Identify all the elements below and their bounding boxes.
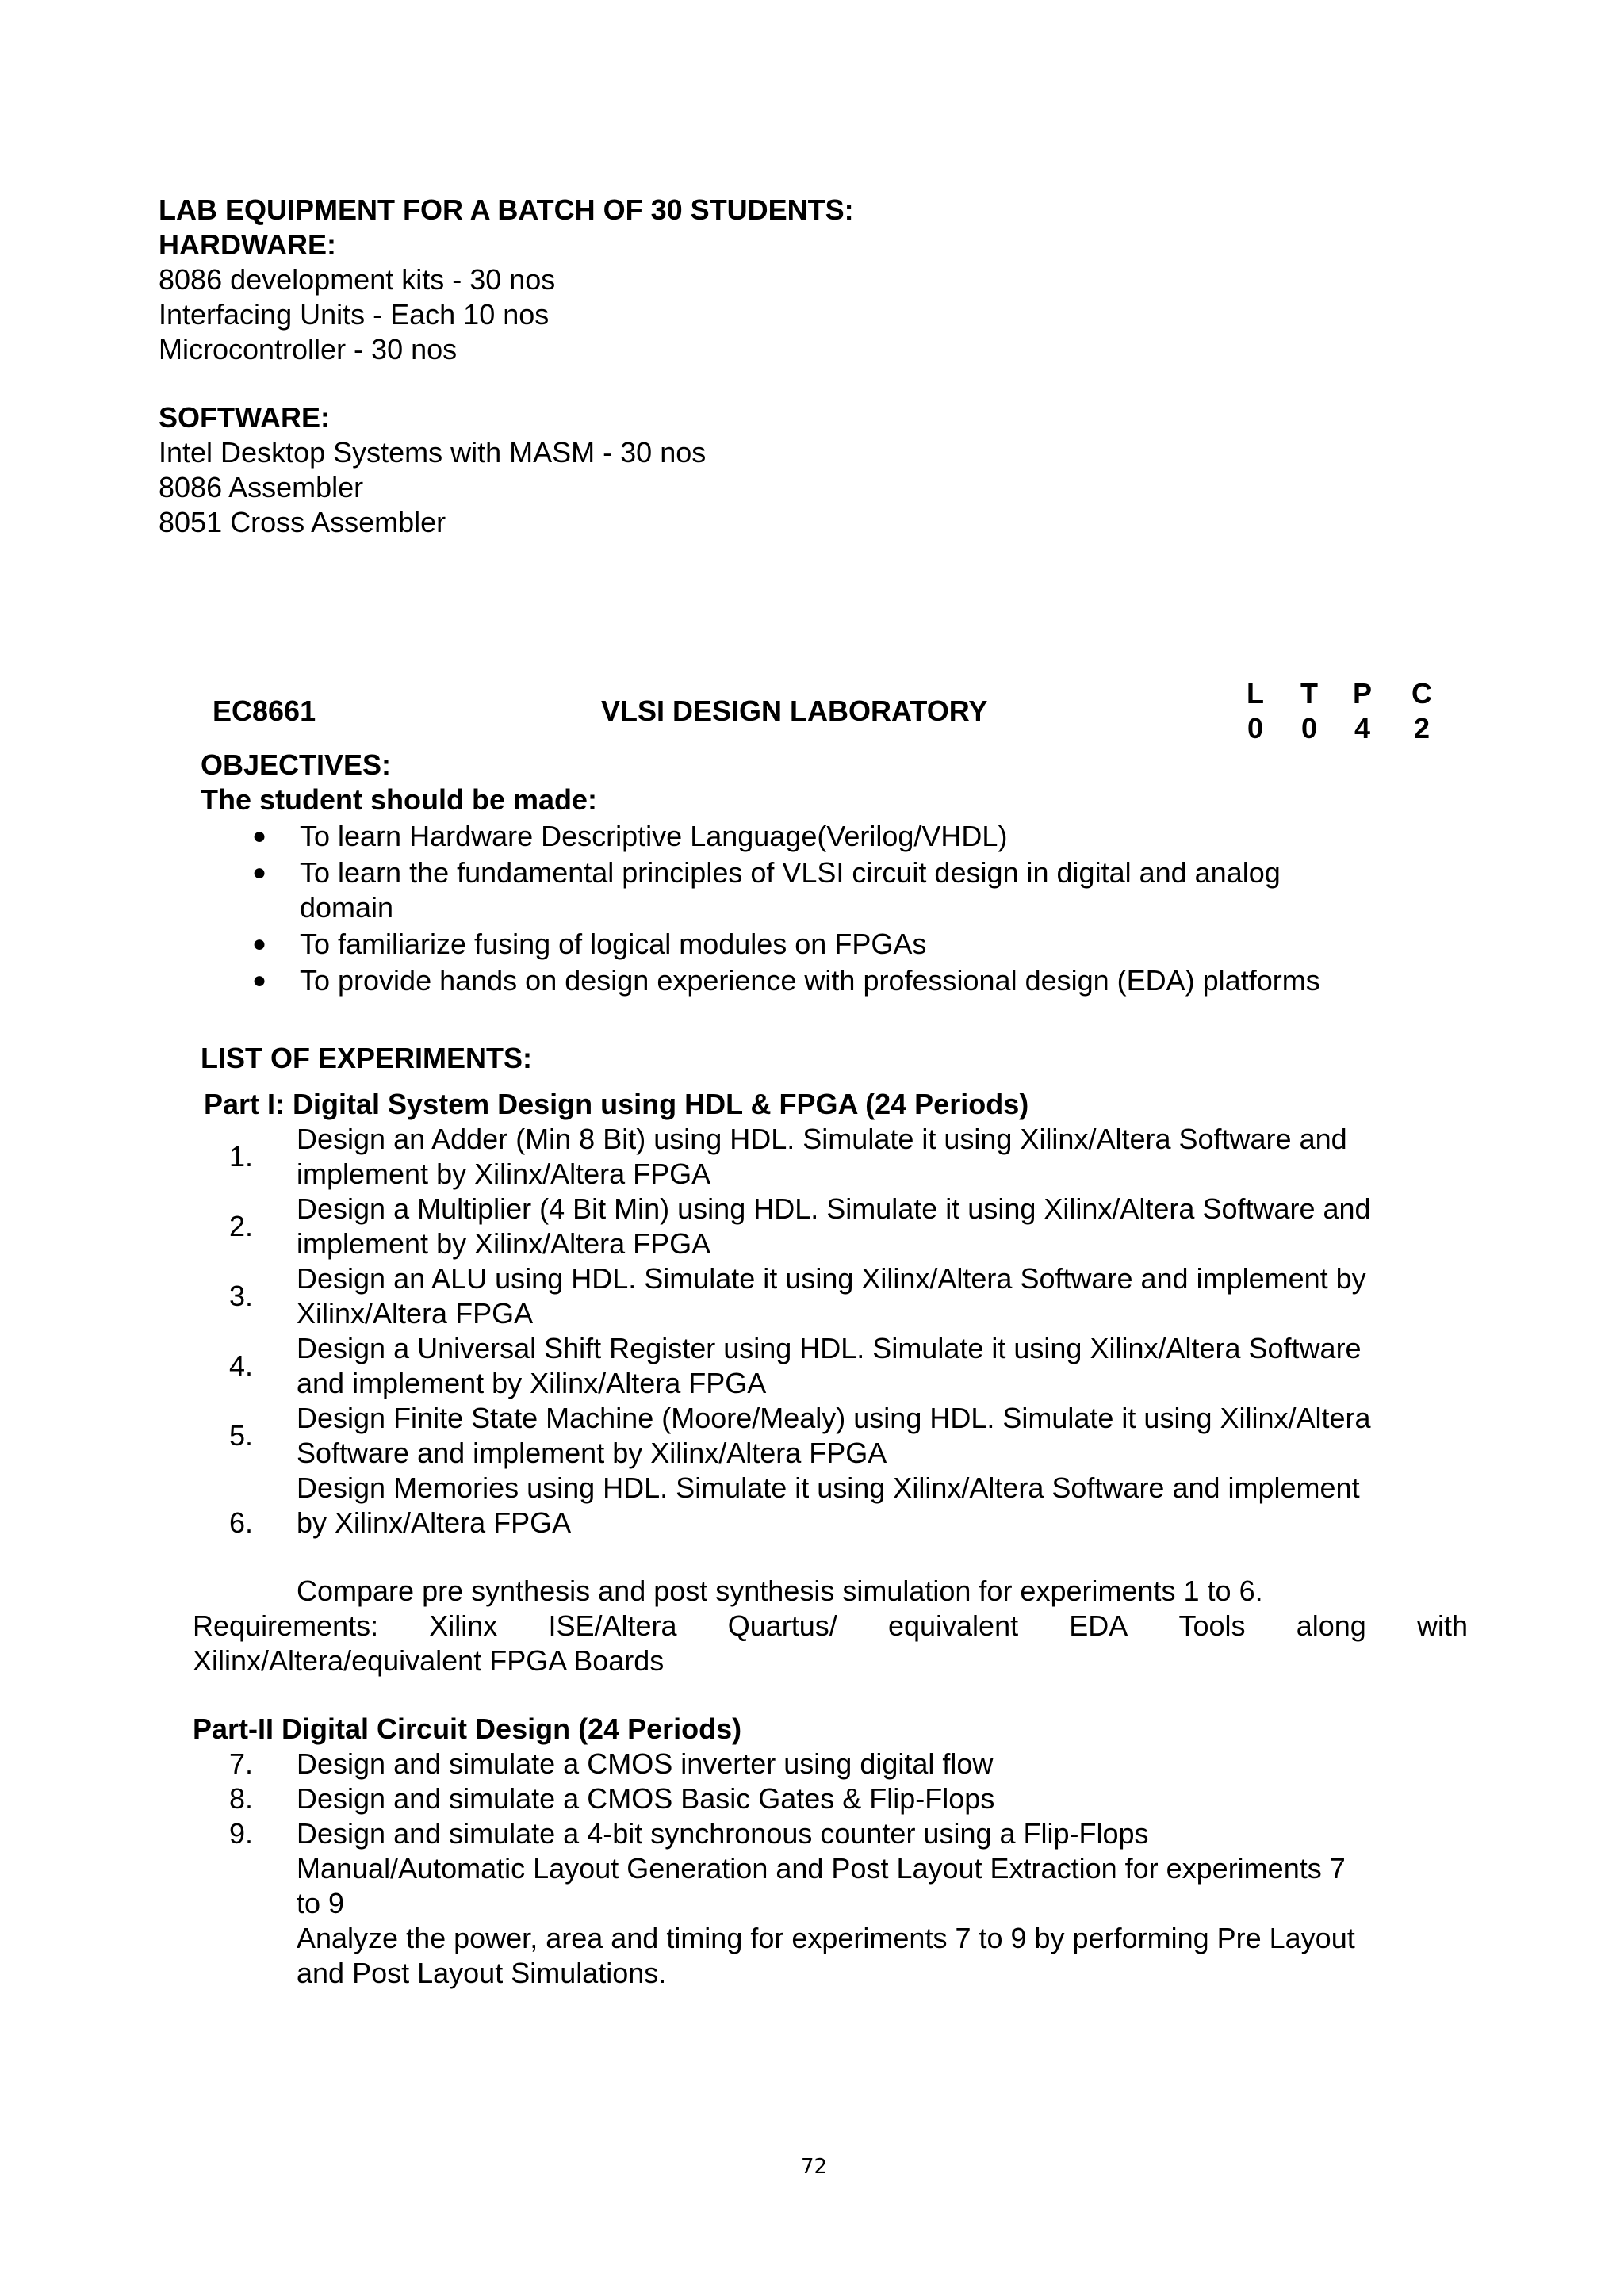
requirements-word: Quartus/ — [727, 1609, 837, 1642]
requirements-word: equivalent — [887, 1609, 1019, 1642]
objectives-subheading: The student should be made: — [201, 783, 598, 816]
objective-item-continuation: domain — [300, 891, 394, 924]
course-title: VLSI DESIGN LABORATORY — [601, 695, 988, 727]
software-heading: SOFTWARE: — [159, 401, 330, 434]
ltpc-header-p: P — [1352, 677, 1372, 710]
experiment-number: 4. — [228, 1349, 254, 1382]
part2-note: to 9 — [297, 1887, 345, 1919]
experiment-text: Design Finite State Machine (Moore/Mealy) using HDL. Simulate it using Xilinx/Altera — [297, 1402, 1371, 1434]
ltpc-header-t: T — [1300, 677, 1318, 710]
experiments-heading: LIST OF EXPERIMENTS: — [201, 1042, 533, 1074]
compare-note: Compare pre synthesis and post synthesis simulation for experiments 1 to 6. — [297, 1575, 1263, 1607]
objective-item: To learn Hardware Descriptive Language(Verilog/VHDL) — [300, 820, 1008, 852]
ltpc-header-c: C — [1411, 677, 1432, 710]
objectives-heading: OBJECTIVES: — [201, 748, 392, 781]
part2-note: Manual/Automatic Layout Generation and Post Layout Extraction for experiments 7 — [297, 1852, 1346, 1885]
experiment-text: Design and simulate a CMOS Basic Gates & Flip-Flops — [297, 1782, 995, 1815]
part2-note: Analyze the power, area and timing for experiments 7 to 9 by performing Pre Layout — [297, 1922, 1355, 1954]
experiment-number: 2. — [228, 1210, 254, 1242]
part1-heading: Part I: Digital System Design using HDL & FPGA (24 Periods) — [204, 1088, 1029, 1120]
requirements-word: along — [1296, 1609, 1366, 1642]
experiment-text: Design a Universal Shift Register using HDL. Simulate it using Xilinx/Altera Software — [297, 1332, 1362, 1364]
page-number: 72 — [801, 2155, 828, 2179]
software-item: Intel Desktop Systems with MASM - 30 nos — [159, 436, 707, 469]
software-item: 8086 Assembler — [159, 471, 364, 503]
experiment-text: Design an ALU using HDL. Simulate it using Xilinx/Altera Software and implement by — [297, 1262, 1366, 1295]
software-item: 8051 Cross Assembler — [159, 506, 446, 538]
experiment-text: implement by Xilinx/Altera FPGA — [297, 1227, 711, 1260]
experiment-number: 6. — [228, 1506, 254, 1539]
requirements-word: Xilinx — [429, 1609, 498, 1642]
experiment-number: 8. — [228, 1782, 254, 1815]
lab-equipment-heading: LAB EQUIPMENT FOR A BATCH OF 30 STUDENTS: — [159, 193, 854, 226]
bullet-icon: ● — [252, 859, 267, 886]
hardware-heading: HARDWARE: — [159, 228, 336, 261]
ltpc-value-p: 4 — [1354, 712, 1371, 744]
experiment-number: 3. — [228, 1280, 254, 1312]
experiment-text: Xilinx/Altera FPGA — [297, 1297, 534, 1330]
hardware-item: Interfacing Units - Each 10 nos — [159, 298, 550, 331]
requirements-word: with — [1416, 1609, 1468, 1642]
requirements-word: EDA — [1069, 1609, 1128, 1642]
experiment-text: Design and simulate a 4-bit synchronous counter using a Flip-Flops — [297, 1817, 1149, 1850]
objective-item: To learn the fundamental principles of VLSI circuit design in digital and analog — [300, 856, 1281, 889]
experiment-text: Design Memories using HDL. Simulate it using Xilinx/Altera Software and implement — [297, 1471, 1360, 1504]
ltpc-value-t: 0 — [1300, 712, 1318, 744]
experiment-text: Design a Multiplier (4 Bit Min) using HDL. Simulate it using Xilinx/Altera Software and — [297, 1192, 1371, 1225]
requirements-line — [193, 1609, 1468, 1644]
experiment-number: 1. — [228, 1140, 254, 1173]
experiment-number: 9. — [228, 1817, 254, 1850]
experiment-number: 5. — [228, 1419, 254, 1452]
part2-note: and Post Layout Simulations. — [297, 1957, 667, 1989]
ltpc-value-l: 0 — [1247, 712, 1264, 744]
experiment-text: Design and simulate a CMOS inverter using digital flow — [297, 1747, 994, 1780]
experiment-number: 7. — [228, 1747, 254, 1780]
ltpc-value-c: 2 — [1413, 712, 1431, 744]
requirements-word: ISE/Altera — [548, 1609, 677, 1642]
course-code: EC8661 — [213, 695, 316, 727]
experiment-text: Design an Adder (Min 8 Bit) using HDL. Simulate it using Xilinx/Altera Software and — [297, 1123, 1347, 1155]
requirements-word: Tools — [1178, 1609, 1246, 1642]
objective-item: To familiarize fusing of logical modules on FPGAs — [300, 928, 927, 960]
bullet-icon: ● — [252, 931, 267, 957]
hardware-item: Microcontroller - 30 nos — [159, 333, 458, 365]
experiment-text: by Xilinx/Altera FPGA — [297, 1506, 572, 1539]
requirements-word: Requirements: — [193, 1609, 379, 1642]
requirements-line-2: Xilinx/Altera/equivalent FPGA Boards — [193, 1644, 665, 1677]
experiment-text: implement by Xilinx/Altera FPGA — [297, 1158, 711, 1190]
bullet-icon: ● — [252, 967, 267, 993]
ltpc-header-l: L — [1247, 677, 1264, 710]
experiment-text: Software and implement by Xilinx/Altera FPGA — [297, 1437, 887, 1469]
experiment-text: and implement by Xilinx/Altera FPGA — [297, 1367, 767, 1399]
objective-item: To provide hands on design experience with professional design (EDA) platforms — [300, 964, 1320, 997]
hardware-item: 8086 development kits - 30 nos — [159, 263, 556, 296]
part2-heading: Part-II Digital Circuit Design (24 Periods) — [193, 1712, 742, 1745]
bullet-icon: ● — [252, 823, 267, 849]
